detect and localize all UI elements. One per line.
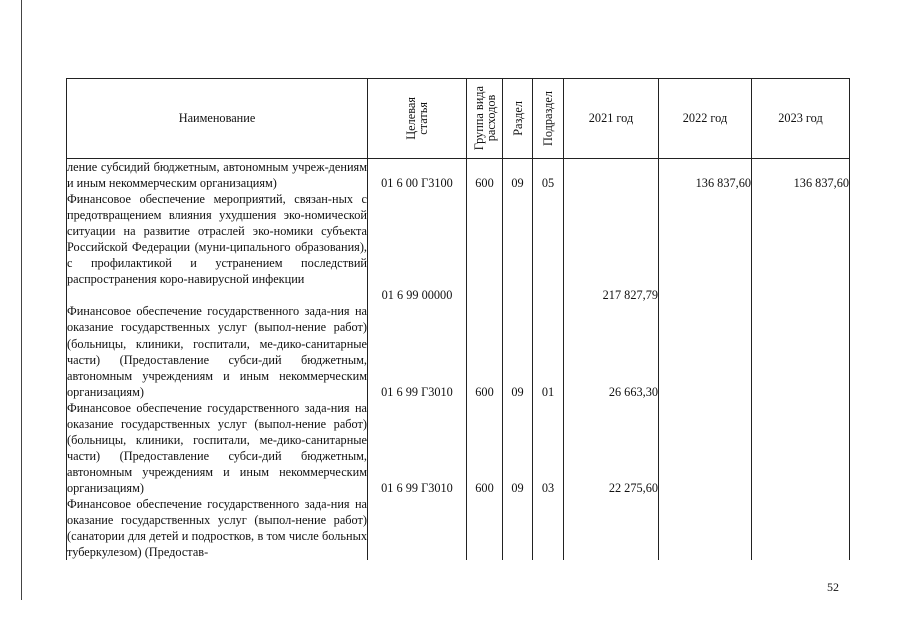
- table-row: [67, 191, 850, 303]
- row-2022-cell: [659, 496, 752, 560]
- row-subsection-cell: [533, 191, 564, 303]
- row-name-cell: Финансовое обеспечение мероприятий, связан-ных с предотвращением влияния ухудшения эко-номической ситуации на развитие отраслей эко-номики субъекта Российской Федерации (муни-ципального образования), с профилактикой и устранением последствий распространения коро-навирусной инфекции: [67, 191, 368, 303]
- row-2023-cell: [752, 303, 850, 399]
- row-subsection-cell: 05: [533, 159, 564, 192]
- row-group-cell: [467, 191, 503, 303]
- header-2022: 2022 год: [659, 79, 752, 159]
- row-section-cell: 09: [503, 159, 533, 192]
- table-row: [67, 303, 850, 399]
- row-group-cell: 600: [467, 303, 503, 399]
- row-subsection-cell: 01: [533, 303, 564, 399]
- header-name: Наименование: [67, 79, 368, 159]
- row-2021-cell: 26 663,30: [564, 303, 659, 399]
- row-section-cell: 09: [503, 303, 533, 399]
- row-2021-cell: 22 275,60: [564, 400, 659, 496]
- header-2023: 2023 год: [752, 79, 850, 159]
- row-2023-cell: [752, 400, 850, 496]
- row-subsection-cell: [533, 496, 564, 560]
- row-code-cell: [368, 496, 467, 560]
- row-code-cell: 01 6 00 Г3100: [368, 159, 467, 192]
- left-margin-line: [21, 0, 22, 600]
- row-section-cell: 09: [503, 400, 533, 496]
- row-group-cell: [467, 496, 503, 560]
- table-row: [67, 400, 850, 496]
- row-group-cell: 600: [467, 400, 503, 496]
- row-2022-cell: [659, 303, 752, 399]
- row-2022-cell: [659, 400, 752, 496]
- header-subsection: Подраздел: [533, 79, 564, 159]
- page-number: 52: [827, 580, 839, 594]
- table-row: [67, 496, 850, 560]
- row-code-cell: 01 6 99 Г3010: [368, 400, 467, 496]
- row-2023-cell: 136 837,60: [752, 159, 850, 192]
- row-code-cell: 01 6 99 00000: [368, 191, 467, 303]
- row-subsection-cell: 03: [533, 400, 564, 496]
- row-2023-cell: [752, 191, 850, 303]
- row-code-cell: 01 6 99 Г3010: [368, 303, 467, 399]
- table-header-row: [67, 79, 850, 159]
- row-group-cell: 600: [467, 159, 503, 192]
- row-name-cell: Финансовое обеспечение государственного зада-ния на оказание государственных услуг (выпол-нение работ) (больницы, клиники, госпитали, ме-дико-санитарные части) (Предоставление субси-дий бюджетным, автономным учреждениям и иным некоммерческим организациям): [67, 304, 367, 399]
- row-section-cell: [503, 496, 533, 560]
- header-target-article: Целевая статья: [368, 79, 467, 159]
- row-name-cell: Финансовое обеспечение государственного зада-ния на оказание государственных услуг (выпол-нение работ) (санатории для детей и подростков, в том числе больных туберкулезом) (Предостав-: [67, 497, 367, 560]
- header-expense-group: Группа вида расходов: [467, 79, 503, 159]
- table-row: [67, 159, 850, 192]
- row-2021-cell: [564, 159, 659, 192]
- budget-table: [66, 78, 850, 560]
- header-2021: 2021 год: [564, 79, 659, 159]
- row-2022-cell: 136 837,60: [659, 159, 752, 192]
- row-section-cell: [503, 191, 533, 303]
- row-2021-cell: 217 827,79: [564, 191, 659, 303]
- row-name-cell: Финансовое обеспечение государственного зада-ния на оказание государственных услуг (выпол-нение работ) (больницы, клиники, госпитали, ме-дико-санитарные части) (Предоставление субси-дий бюджетным, автономным учреждениям и иным некоммерческим организациям): [67, 400, 367, 495]
- row-name-cell: ление субсидий бюджетным, автономным учреж-дениям и иным некоммерческим организациям): [67, 160, 367, 191]
- row-2022-cell: [659, 191, 752, 303]
- header-section: Раздел: [503, 79, 533, 159]
- row-2023-cell: [752, 496, 850, 560]
- row-2021-cell: [564, 496, 659, 560]
